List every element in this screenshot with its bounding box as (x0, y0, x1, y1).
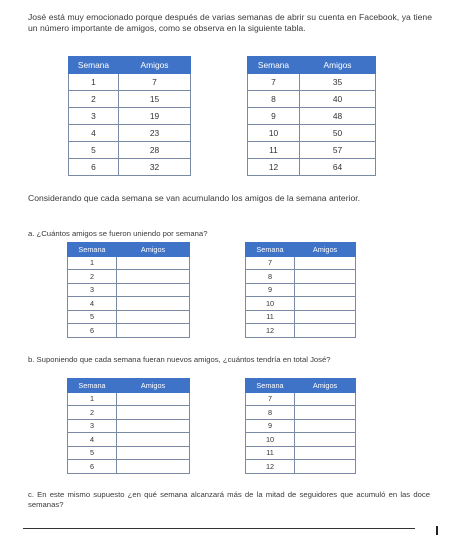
question-b: b. Suponiendo que cada semana fueran nuevos amigos, ¿cuántos tendría en total José? (28, 355, 331, 364)
answer-table-b-weeks-1-6 (67, 378, 190, 474)
table-row (68, 460, 190, 474)
table-row (246, 419, 356, 433)
answer-table-a-weeks-1-6 (67, 242, 190, 338)
header-friends: Amigos (119, 57, 191, 74)
table-row (246, 270, 356, 284)
table-row (69, 108, 191, 125)
table-row (248, 91, 376, 108)
week-cell: 3 (69, 108, 119, 125)
week-cell: 5 (68, 310, 117, 324)
answer-table-a-weeks-7-12 (245, 242, 356, 338)
week-cell: 4 (69, 125, 119, 142)
friends-cell: 23 (119, 125, 191, 142)
table-row (68, 324, 190, 338)
friends-cell: 7 (119, 74, 191, 91)
answer-cell[interactable] (117, 270, 190, 284)
table-row (246, 310, 356, 324)
header-week: Semana (69, 57, 119, 74)
table-row (68, 310, 190, 324)
week-cell: 8 (246, 406, 295, 420)
table-row (248, 142, 376, 159)
friends-cell: 19 (119, 108, 191, 125)
week-cell: 6 (68, 324, 117, 338)
friends-cell: 50 (300, 125, 376, 142)
week-cell: 3 (68, 419, 117, 433)
answer-cell[interactable] (117, 460, 190, 474)
header-friends: Amigos (295, 379, 356, 393)
friends-cell: 57 (300, 142, 376, 159)
week-cell: 2 (68, 406, 117, 420)
week-cell: 7 (246, 256, 295, 270)
answer-cell[interactable] (295, 283, 356, 297)
friends-cell: 32 (119, 159, 191, 176)
table-row (68, 446, 190, 460)
week-cell: 2 (69, 91, 119, 108)
header-week: Semana (248, 57, 300, 74)
week-cell: 1 (68, 392, 117, 406)
table-row (246, 324, 356, 338)
table-row (69, 159, 191, 176)
answer-cell[interactable] (295, 310, 356, 324)
answer-cell[interactable] (117, 419, 190, 433)
week-cell: 9 (246, 283, 295, 297)
table-row (68, 433, 190, 447)
week-cell: 8 (248, 91, 300, 108)
week-cell: 5 (68, 446, 117, 460)
table-row (248, 74, 376, 91)
header-week: Semana (68, 379, 117, 393)
answer-cell[interactable] (295, 297, 356, 311)
week-cell: 4 (68, 297, 117, 311)
header-friends: Amigos (295, 243, 356, 257)
intro-text: José está muy emocionado porque después de varias semanas de abrir su cuenta en Facebook, ya tiene un número importante de amigos, como se observa en la siguiente tabla. (28, 12, 432, 34)
week-cell: 10 (248, 125, 300, 142)
table-row (246, 460, 356, 474)
table-row (246, 297, 356, 311)
week-cell: 2 (68, 270, 117, 284)
week-cell: 11 (248, 142, 300, 159)
answer-cell[interactable] (295, 460, 356, 474)
answer-table-b-weeks-7-12 (245, 378, 356, 474)
week-cell: 10 (246, 297, 295, 311)
answer-cell[interactable] (117, 406, 190, 420)
header-friends: Amigos (117, 379, 190, 393)
table-row (69, 91, 191, 108)
answer-cell[interactable] (295, 433, 356, 447)
friends-cell: 64 (300, 159, 376, 176)
table-row (246, 256, 356, 270)
friends-cell: 35 (300, 74, 376, 91)
header-friends: Amigos (117, 243, 190, 257)
week-cell: 6 (68, 460, 117, 474)
table-row (69, 142, 191, 159)
table-row (246, 392, 356, 406)
friends-cell: 40 (300, 91, 376, 108)
friends-cell: 28 (119, 142, 191, 159)
week-cell: 1 (69, 74, 119, 91)
week-cell: 11 (246, 310, 295, 324)
week-cell: 12 (246, 324, 295, 338)
table-row (68, 297, 190, 311)
table-row (246, 446, 356, 460)
week-cell: 9 (248, 108, 300, 125)
week-cell: 11 (246, 446, 295, 460)
week-cell: 4 (68, 433, 117, 447)
friends-cell: 15 (119, 91, 191, 108)
friends-table-weeks-1-6 (68, 56, 191, 176)
week-cell: 1 (68, 256, 117, 270)
week-cell: 9 (246, 419, 295, 433)
question-a: a. ¿Cuántos amigos se fueron uniendo por semana? (28, 229, 208, 238)
table-row (248, 125, 376, 142)
table-row (246, 406, 356, 420)
answer-cell[interactable] (117, 446, 190, 460)
answer-cell[interactable] (295, 419, 356, 433)
answer-cell[interactable] (117, 256, 190, 270)
table-row (248, 108, 376, 125)
answer-cell[interactable] (117, 297, 190, 311)
week-cell: 7 (246, 392, 295, 406)
week-cell: 7 (248, 74, 300, 91)
week-cell: 12 (246, 460, 295, 474)
week-cell: 8 (246, 270, 295, 284)
table-row (68, 392, 190, 406)
table-row (68, 419, 190, 433)
answer-cell[interactable] (295, 392, 356, 406)
header-friends: Amigos (300, 57, 376, 74)
answer-cell[interactable] (117, 324, 190, 338)
header-week: Semana (68, 243, 117, 257)
friends-table-weeks-7-12 (247, 56, 376, 176)
table-row (68, 256, 190, 270)
header-week: Semana (246, 243, 295, 257)
text-cursor (436, 526, 438, 535)
header-week: Semana (246, 379, 295, 393)
answer-cell[interactable] (117, 433, 190, 447)
table-row (246, 433, 356, 447)
answer-line[interactable] (23, 528, 415, 529)
table-row (68, 406, 190, 420)
week-cell: 12 (248, 159, 300, 176)
answer-cell[interactable] (117, 392, 190, 406)
answer-cell[interactable] (117, 283, 190, 297)
answer-cell[interactable] (117, 310, 190, 324)
table-row (68, 283, 190, 297)
answer-cell[interactable] (295, 270, 356, 284)
table-row (69, 125, 191, 142)
week-cell: 6 (69, 159, 119, 176)
week-cell: 5 (69, 142, 119, 159)
question-c: c. En este mismo supuesto ¿en qué semana alcanzará más de la mitad de seguidores que acumuló en las doce semanas? (28, 490, 430, 509)
week-cell: 10 (246, 433, 295, 447)
answer-cell[interactable] (295, 406, 356, 420)
table-row (68, 270, 190, 284)
answer-cell[interactable] (295, 256, 356, 270)
week-cell: 3 (68, 283, 117, 297)
table-row (69, 74, 191, 91)
answer-cell[interactable] (295, 324, 356, 338)
friends-cell: 48 (300, 108, 376, 125)
table-row (246, 283, 356, 297)
considering-text: Considerando que cada semana se van acumulando los amigos de la semana anterior. (28, 193, 361, 203)
table-row (248, 159, 376, 176)
answer-cell[interactable] (295, 446, 356, 460)
